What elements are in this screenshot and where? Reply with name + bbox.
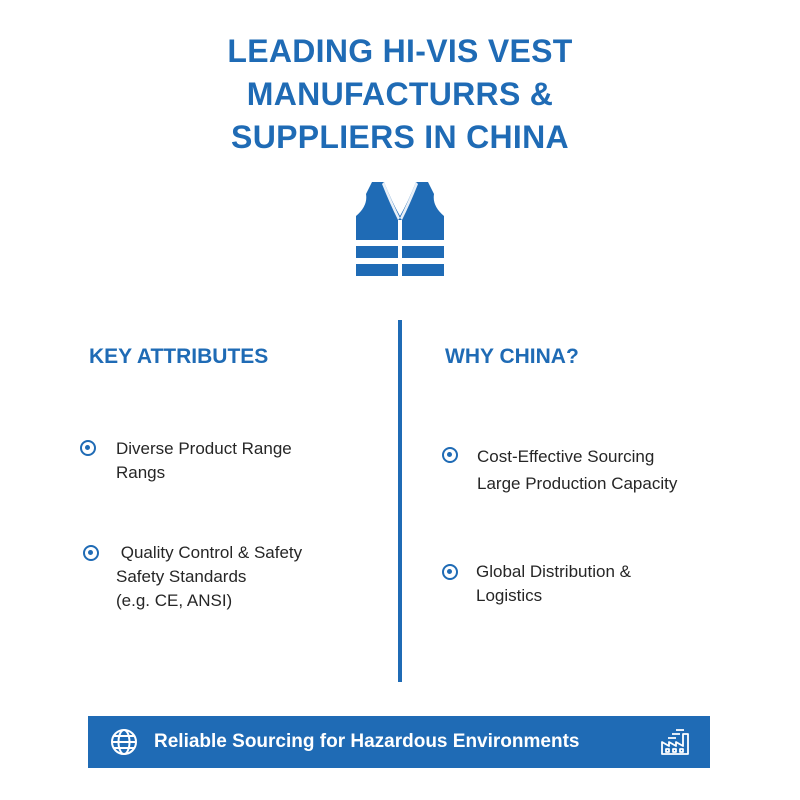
globe-icon bbox=[110, 728, 138, 756]
list-item-text: Cost-Effective Sourcing Large Production Capacity bbox=[477, 447, 678, 493]
page-title bbox=[0, 30, 800, 159]
key-attributes-heading: KEY ATTRIBUTES bbox=[89, 345, 269, 368]
title-line-2: MANUFACTURRS & bbox=[246, 76, 554, 112]
footer-banner bbox=[88, 716, 710, 768]
list-item-text: Diverse Product Range Rangs bbox=[116, 439, 292, 482]
list-item-text: Quality Control & Safety Safety Standards (e.g. CE, ANSI) bbox=[116, 543, 303, 610]
title-line-3: SUPPLIERS IN CHINA bbox=[231, 119, 569, 155]
radio-bullet-icon bbox=[442, 447, 458, 463]
radio-bullet-icon bbox=[83, 545, 99, 561]
column-divider bbox=[398, 320, 402, 682]
title-line-1: LEADING HI-VIS VEST bbox=[227, 33, 573, 69]
factory-icon bbox=[660, 728, 690, 756]
radio-bullet-icon bbox=[80, 440, 96, 456]
footer-text: Reliable Sourcing for Hazardous Environments bbox=[154, 731, 580, 752]
radio-bullet-icon bbox=[442, 564, 458, 580]
safety-vest-icon bbox=[354, 180, 446, 280]
why-china-heading: WHY CHINA? bbox=[445, 345, 579, 368]
list-item-text: Global Distribution & Logistics bbox=[476, 562, 631, 605]
